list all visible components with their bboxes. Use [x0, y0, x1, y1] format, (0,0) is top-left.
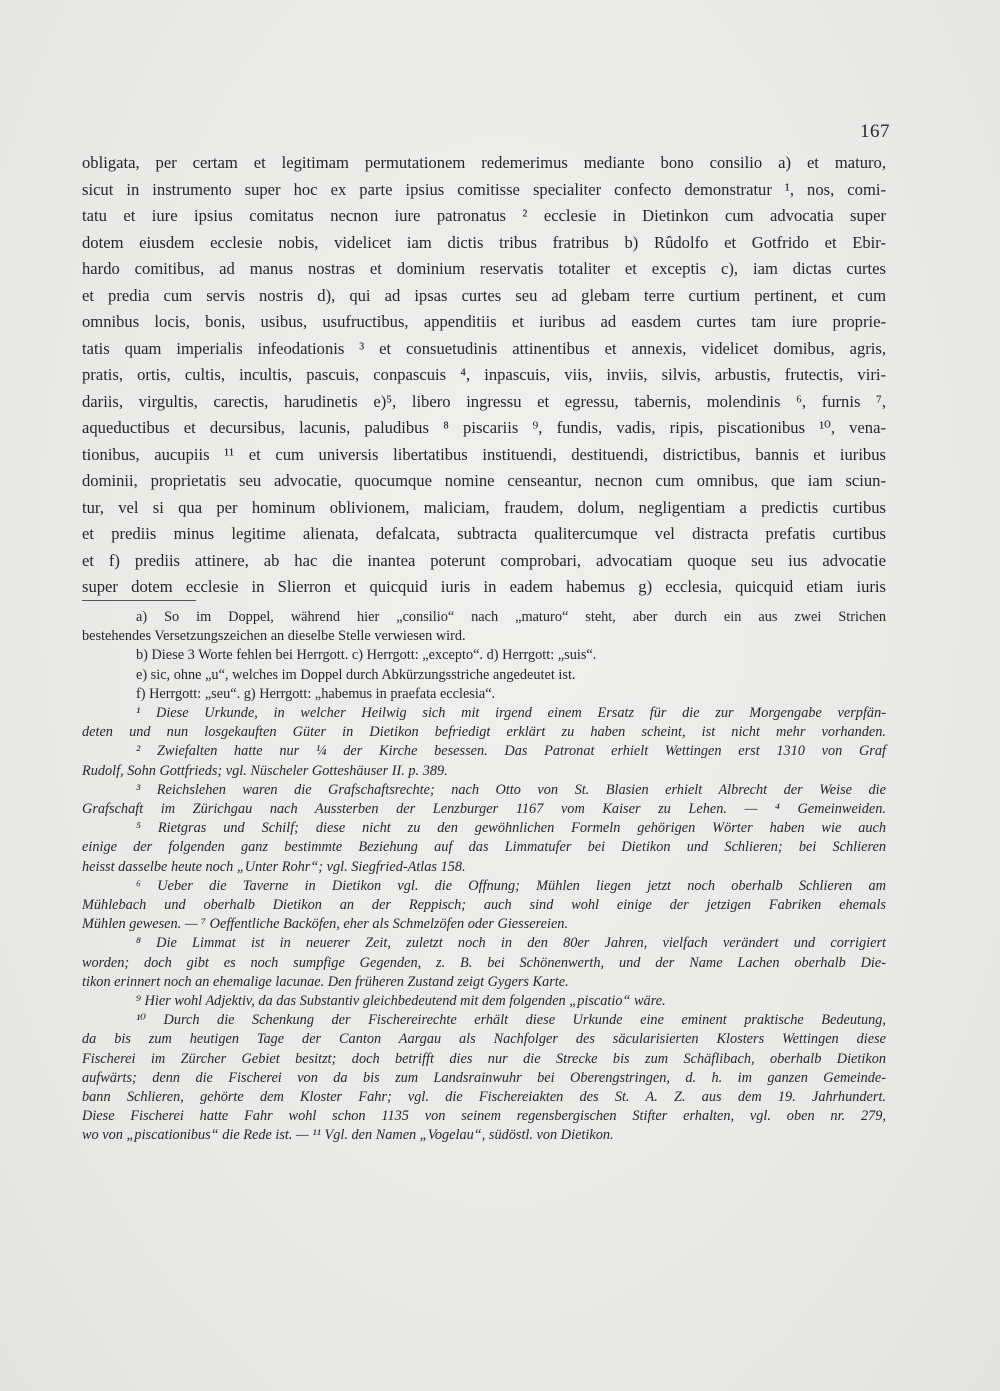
main-text-line: dariis, virgultis, carectis, harudinetis e)⁵, libero ingressu et egressu, tabernis, molendinis ⁶, furnis ⁷, — [82, 391, 886, 411]
main-text-line: pratis, ortis, cultis, incultis, pascuis, conpascuis ⁴, inpascuis, viis, inviis, silvis, arbustis, frutectis, viri- — [82, 365, 886, 384]
footnote-line: worden; doch gibt es noch sumpfige Gegenden, z. B. bei Schönenwerth, und der Name Lachen oberhalb Die- — [82, 954, 886, 971]
footnote-line: bestehendes Versetzungszeichen an dieselbe Stelle verwiesen wird. — [82, 628, 466, 645]
footnote-line: wo von „piscationibus“ die Rede ist. — ¹¹ Vgl. den Namen „Vogelau“, südöstl. von Dietikon. — [82, 1127, 614, 1144]
footnote-line: e) sic, ohne „u“, welches im Doppel durch Abkürzungsstriche angedeutet ist. — [136, 666, 576, 683]
main-text-line: tatis quam imperialis infeodationis ³ et consuetudinis attinentibus et annexis, videlicet domibus, agris, — [82, 338, 886, 358]
footnote-line: einige der folgenden ganz bestimmte Beziehung auf das Limmatufer bei Dietikon und Schlieren; bei Schlieren — [82, 839, 886, 856]
footnote-line: ¹⁰ Durch die Schenkung der Fischereirechte erhält diese Urkunde eine eminent praktische Bedeutung, — [136, 1012, 886, 1029]
main-text-line: tatu et iure ipsius comitatus necnon iure patronatus ² ecclesie in Dietinkon cum advocatia super — [82, 206, 886, 225]
main-text-line: super dotem ecclesie in Slierron et quicquid iuris in eadem habemus g) ecclesia, quicquid etiam iuris — [82, 577, 886, 596]
footnote-line: Fischerei im Zürcher Gebiet besitzt; doch betrifft dies nur die Strecke bis zum Schäflibach, oberhalb Dietikon — [82, 1050, 886, 1067]
footnote-line: Diese Fischerei hatte Fahr wohl schon 1135 von seinem regensbergischen Stifter erhalten, vgl. oben nr. 279, — [82, 1108, 886, 1125]
footnote-divider — [82, 600, 196, 601]
footnote-line: ⁸ Die Limmat ist in neuerer Zeit, zuletzt noch in den 80er Jahren, vielfach verändert und corrigiert — [136, 935, 886, 952]
footnote-line: ³ Reichslehen waren die Grafschaftsrechte; nach Otto von St. Blasien erhielt Albrecht der Weise die — [136, 781, 886, 798]
main-text-line: dominii, proprietatis seu advocatie, quocumque nomine censeantur, necnon cum omnibus, que iam sciun- — [82, 471, 886, 490]
footnote-line: Mühlebach und oberhalb Dietikon an der Reppisch; auch sind wohl einige der jetzigen Fabriken ehemals — [82, 897, 886, 914]
footnotes-block — [82, 608, 886, 1146]
main-text-block — [82, 150, 886, 601]
main-text-line: dotem eiusdem ecclesie nobis, videlicet iam dictis tribus fratribus b) Rûdolfo et Gotfrido et Ebir- — [82, 232, 886, 252]
main-text-line: sicut in instrumento super hoc ex parte ipsius comitisse specialiter confecto demonstratur ¹, nos, comi- — [82, 179, 886, 199]
footnote-line: a) So im Doppel, während hier „consilio“ nach „maturo“ steht, aber durch ein aus zwei Strichen — [136, 609, 886, 625]
footnote-line: Rudolf, Sohn Gottfrieds; vgl. Nüscheler Gotteshäuser II. p. 389. — [82, 762, 448, 779]
main-text-line: obligata, per certam et legitimam permutationem redemerimus mediante bono consilio a) et maturo, — [82, 153, 886, 172]
footnote-line: tikon erinnert noch an ehemalige lacunae. Den früheren Zustand zeigt Gygers Karte. — [82, 973, 569, 990]
footnote-line: b) Diese 3 Worte fehlen bei Herrgott. c) Herrgott: „excepto“. d) Herrgott: „suis“. — [136, 647, 597, 664]
main-text-line: et prediis minus legitime alienata, defalcata, subtracta qualitercumque vel distracta prefatis curtibus — [82, 524, 886, 543]
footnote-line: bann Schlieren, gehörte dem Kloster Fahr; vgl. die Fischereiakten des St. A. Z. aus dem 19. Jahrhundert. — [82, 1089, 886, 1106]
footnote-line: ⁶ Ueber die Taverne in Dietikon vgl. die Offnung; Mühlen liegen jetzt noch oberhalb Schlieren am — [136, 877, 886, 894]
main-text-line: et predia cum servis nostris d), qui ad ipsas curtes seu ad glebam terre curtium pertinent, et cum — [82, 285, 886, 305]
main-text-line: tionibus, aucupiis ¹¹ et cum universis libertatibus instituendi, destituendi, districtibus, bannis et iuribus — [82, 444, 886, 464]
footnote-line: Grafschaft im Zürichgau nach Aussterben der Lenzburger 1167 vom Kaiser zu Lehen. — ⁴ Gemeinweiden. — [82, 801, 886, 818]
main-text-line: tur, vel si qua per hominum oblivionem, maliciam, fraudem, dolum, negligentiam a predictis curtibus — [82, 497, 886, 517]
footnote-line: da bis zum heutigen Tage der Canton Aargau als Nachfolger des säcularisierten Klosters Wettingen diese — [82, 1031, 886, 1048]
footnote-line: f) Herrgott: „seu“. g) Herrgott: „habemus in praefata ecclesia“. — [136, 685, 496, 702]
footnote-line: Mühlen gewesen. — ⁷ Oeffentliche Backöfen, eher als Schmelzöfen oder Giessereien. — [82, 916, 569, 933]
footnote-line: heisst dasselbe heute noch „Unter Rohr“; vgl. Siegfried-Atlas 158. — [82, 858, 466, 875]
footnote-line: ² Zwiefalten hatte nur ¼ der Kirche besessen. Das Patronat erhielt Wettingen erst 1310 von Graf — [136, 743, 886, 760]
footnote-line: ⁵ Rietgras und Schilf; diese nicht zu den gewöhnlichen Formeln gehörigen Wörter haben wie auch — [136, 820, 886, 837]
footnote-line: ⁹ Hier wohl Adjektiv, da das Substantiv gleichbedeutend mit dem folgenden „piscatio“ wäre. — [136, 993, 666, 1010]
footnote-line: deten und nun losgekauften Güter in Dietikon befriedigt erklärt zu haben scheint, ist nicht mehr vorhanden. — [82, 724, 886, 741]
main-text-line: aqueductibus et decursibus, lacunis, paludibus ⁸ piscariis ⁹, fundis, vadis, ripis, piscationibus ¹⁰, vena- — [82, 418, 886, 437]
page-number: 167 — [860, 121, 890, 142]
main-text-line: hardo comitibus, ad manus nostras et dominium reservatis totaliter et exceptis c), iam dictas curtes — [82, 259, 886, 278]
footnote-line: ¹ Diese Urkunde, in welcher Heilwig sich mit irgend einem Ersatz für die zur Morgengabe verpfän- — [136, 705, 886, 722]
main-text-line: omnibus locis, bonis, usibus, usufructibus, appenditiis et iuribus ad easdem curtes tam iure proprie- — [82, 312, 886, 331]
main-text-line: et f) prediis attinere, ab hac die inantea poterunt comprobari, advocatiam quoque seu ius advocatie — [82, 550, 886, 570]
footnote-line: aufwärts; denn die Fischerei von da bis zum Landsrainwuhr bei Oberengstringen, d. h. im ganzen Gemeinde- — [82, 1069, 886, 1086]
